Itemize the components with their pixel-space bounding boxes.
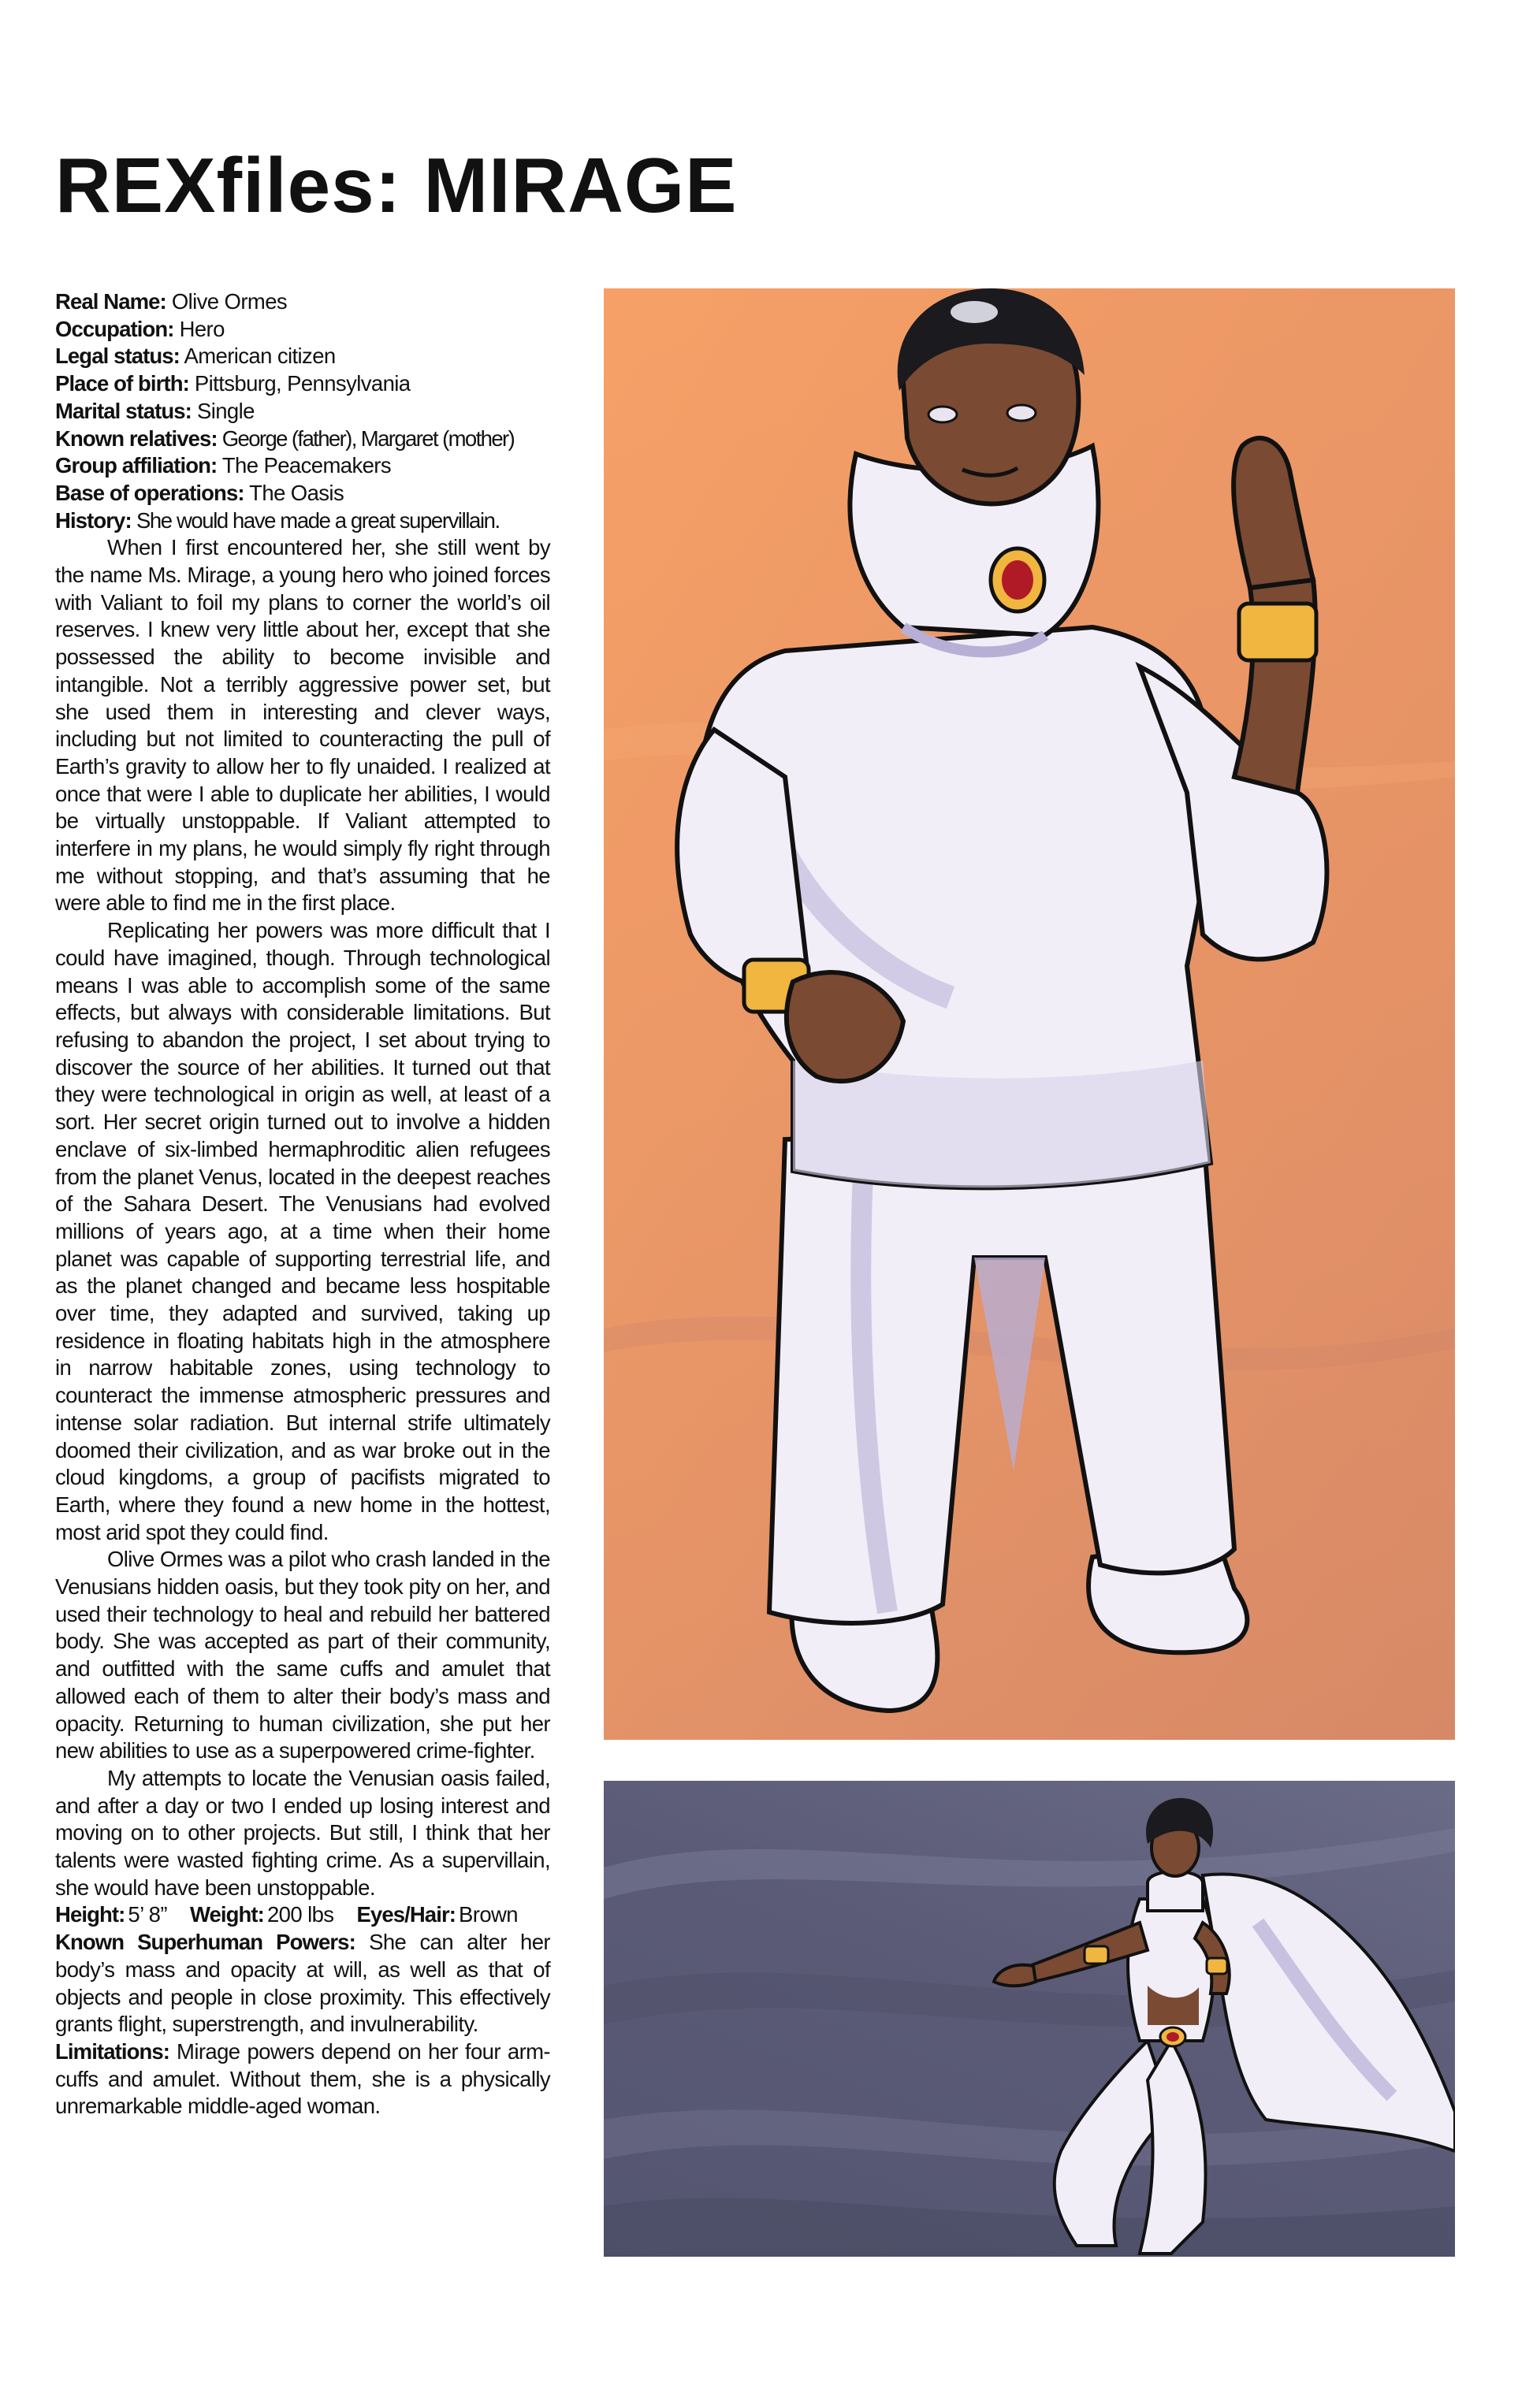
field-label: Group affiliation: <box>55 453 218 478</box>
powers-section <box>55 1929 550 2038</box>
limitations-section <box>55 2038 550 2120</box>
history-intro <box>55 507 550 535</box>
profile-fields <box>55 288 550 507</box>
stat-label-weight: Weight: <box>189 1902 264 1927</box>
limitations-label: Limitations: <box>55 2039 170 2064</box>
amulet-gem <box>1002 560 1033 600</box>
stat-value-eyes-hair: Brown <box>459 1902 518 1927</box>
history-intro-text: She would have made a great supervillain. <box>136 507 500 533</box>
field-label: Occupation: <box>55 316 174 341</box>
field-label: Legal status: <box>55 344 180 369</box>
field-real-name <box>55 288 550 316</box>
field-value: The Peacemakers <box>221 453 392 478</box>
cloud-streak <box>604 2198 1455 2257</box>
field-label: Known relatives: <box>55 425 218 451</box>
field-value: Single <box>196 398 255 423</box>
hip-arm-cuff <box>1207 1958 1227 1974</box>
powers-text: She can alter her body’s mass and opacity at will, as well as that of objects and people in close proximity. This effectively grants flight, superstrength, and invulnerability. <box>55 1930 550 2037</box>
field-place-of-birth <box>55 370 550 398</box>
field-marital-status <box>55 398 550 425</box>
field-label: Real Name: <box>55 289 166 314</box>
left-eye <box>928 407 957 422</box>
field-label: Place of birth: <box>55 371 189 396</box>
history-paragraph: Replicating her powers was more difficult that I could have imagined, though. Through technological means I was able to accomplish some of the same effects, but always with considerable limitations. But refusing to abandon the project, I set about trying to discover the source of her abilities. It turned out that they were technological in origin as well, at least of a sort. Her secret origin turned out to involve a hidden enclave of six-limbed hermaphroditic alien refugees from the planet Venus, located in the deepest reaches of the Sahara Desert. The Venusians had evolved millions of years ago, at a time when their home planet was capable of supporting terrestrial life, and as the planet changed and became less hospitable over time, they adapted and survived, taking up residence in floating habitats high in the atmosphere in narrow habitable zones, using technology to counteract the immense atmospheric pressures and intense solar radiation. But internal strife ultimately doomed their civilization, and as war broke out in the cloud kingdoms, a group of pacifists migrated to Earth, where they found a new home in the hottest, most arid spot they could find. <box>55 918 550 1544</box>
field-label: Marital status: <box>55 398 192 423</box>
field-value: American citizen <box>184 344 336 369</box>
arm-cuff <box>1085 1946 1108 1964</box>
outstretched-hand <box>994 1965 1036 1986</box>
belt-gem <box>1166 2032 1179 2042</box>
stat-label-eyes-hair: Eyes/Hair: <box>356 1902 456 1927</box>
hero-portrait-panel <box>604 288 1455 1740</box>
page-title: REXfiles: MIRAGE <box>55 142 738 229</box>
field-value: Pittsburg, Pennsylvania <box>194 371 411 396</box>
history-paragraph: Olive Ormes was a pilot who crash landed in the Venusians hidden oasis, but they took pity on her, and used their technology to heal and rebuild her battered body. She was accepted as part of their community, and outfitted with the same cuffs and amulet that allowed each of them to alter their body’s mass and opacity. Returning to human civilization, she put her new abilities to use as a superpowered crime-fighter. <box>55 1547 550 1763</box>
field-value: George (father), Margaret (mother) <box>221 425 515 451</box>
hair-highlight <box>951 301 998 323</box>
limitations-text: Mirage powers depend on her four arm-cuffs and amulet. Without them, she is a physically unremarkable middle-aged woman. <box>55 2039 550 2119</box>
field-known-relatives <box>55 425 550 453</box>
field-value: Hero <box>179 316 225 341</box>
hero-flying-panel <box>604 1781 1455 2257</box>
right-eye <box>1007 405 1036 421</box>
field-group-affiliation <box>55 452 550 480</box>
field-value: The Oasis <box>249 480 344 505</box>
right-arm-cuff <box>1239 604 1316 660</box>
stat-value-height: 5’ 8” <box>128 1902 167 1927</box>
field-value: Olive Ormes <box>171 289 288 314</box>
history-paragraph: My attempts to locate the Venusian oasis failed, and after a day or two I ended up losing interest and moving on to other projects. But still, I think that her talents were wasted fighting crime. As a supervillain, she would have been unstoppable. <box>55 1765 550 1900</box>
field-label: Base of operations: <box>55 480 244 505</box>
field-base-of-operations <box>55 480 550 507</box>
stat-label-height: Height: <box>55 1902 125 1927</box>
hero-flying-illustration <box>604 1781 1455 2257</box>
field-occupation <box>55 316 550 344</box>
stats-line <box>55 1901 550 1929</box>
field-legal-status <box>55 343 550 370</box>
cloud-streak <box>604 1828 1455 1899</box>
profile-text <box>55 288 550 2120</box>
powers-label: Known Superhuman Powers: <box>55 1930 355 1955</box>
stat-value-weight: 200 lbs <box>266 1902 334 1927</box>
history-paragraph: When I first encountered her, she still went by the name Ms. Mirage, a young hero who joined forces with Valiant to foil my plans to corner the world’s oil reserves. I knew very little about her, except that she possessed the ability to become invisible and intangible. Not a terribly aggressive power set, but she used them in interesting and clever ways, including but not limited to counteracting the pull of Earth’s gravity to allow her to fly unaided. I realized at once that were I able to duplicate her abilities, I would be virtually unstoppable. If Valiant attempted to interfere in my plans, he would simply fly right through me without stopping, and that’s assuming that he were able to find me in the first place. <box>55 535 550 916</box>
hero-standing-illustration <box>604 288 1455 1740</box>
history-label: History: <box>55 507 132 533</box>
